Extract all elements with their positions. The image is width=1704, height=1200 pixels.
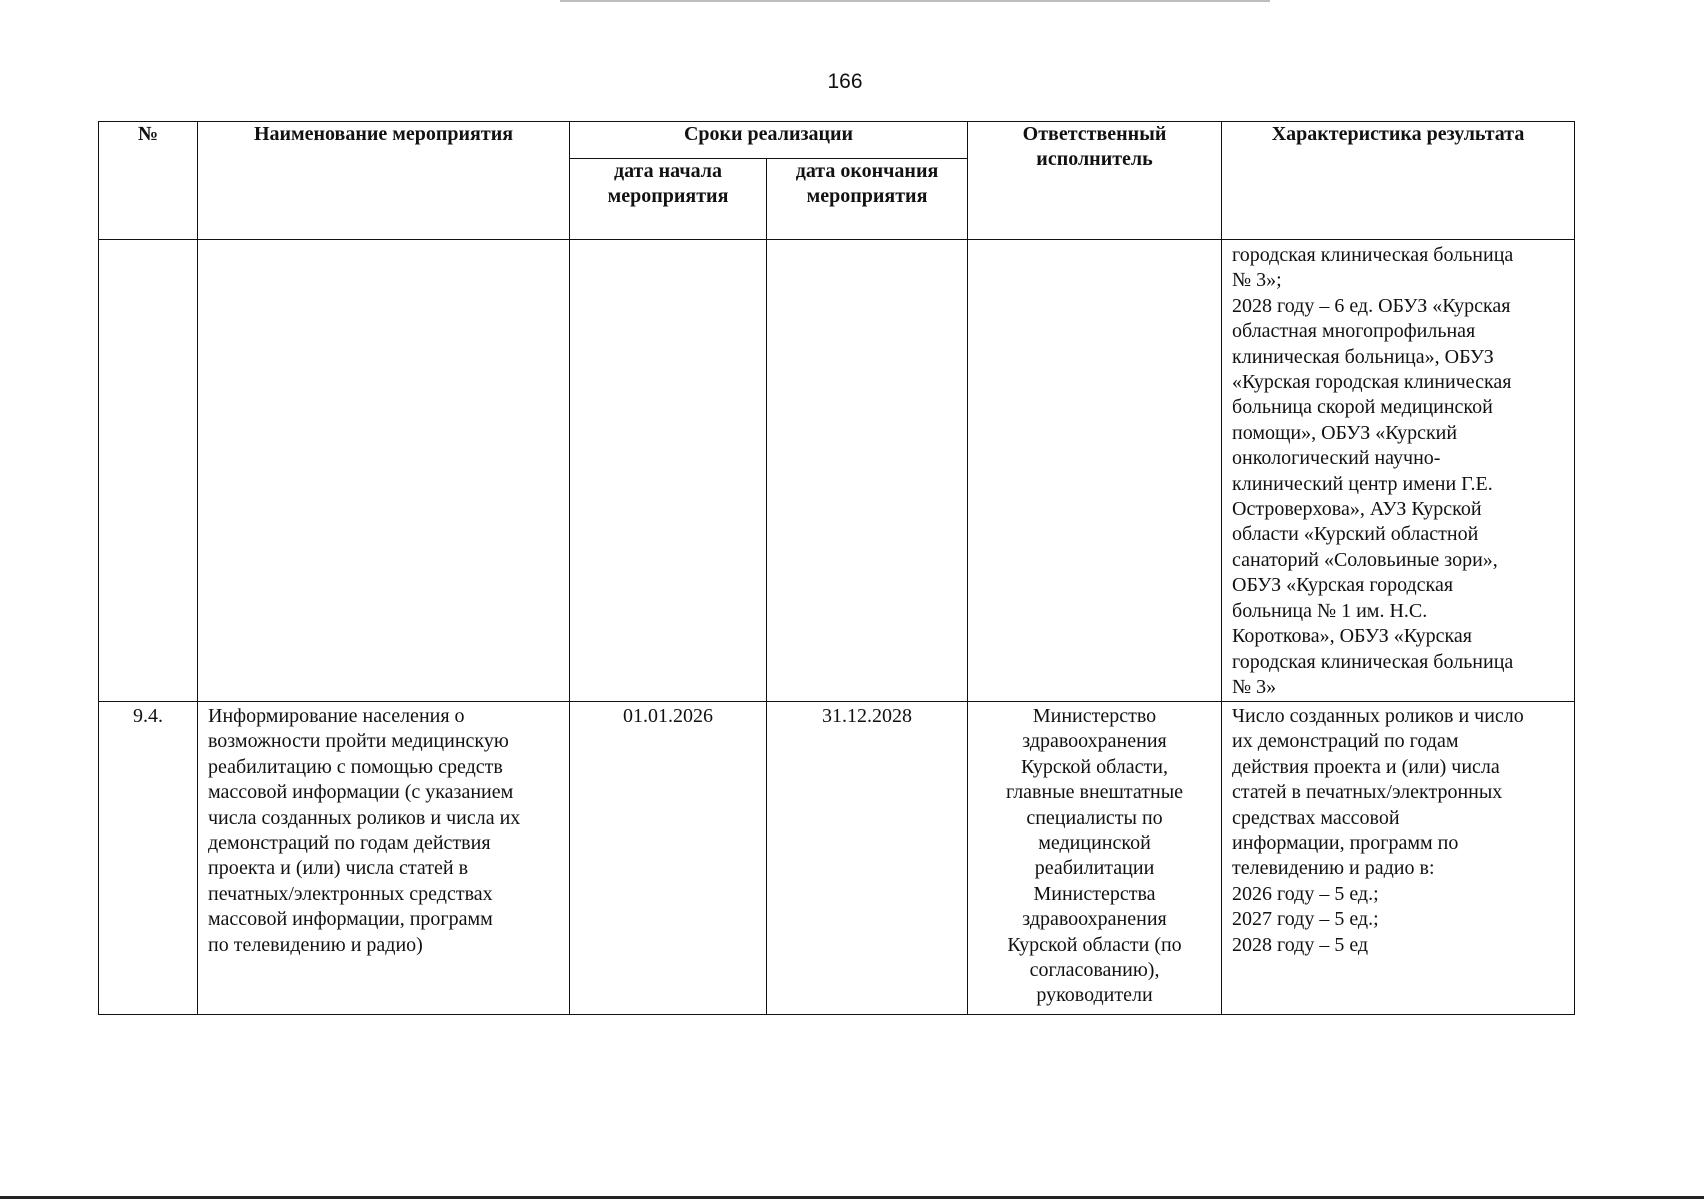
cell-result: городская клиническая больница № 3»; 2028 году – 6 ед. ОБУЗ «Курская областная многопрофильная клиническая больница», ОБУЗ «Курская городская клиническая больница скорой медицинской помощи», ОБУЗ «Курский онкологический научно- клинический центр имени Г.Е. Островерхова», АУЗ Курской области «Курский областной санаторий «Соловьиные зори», ОБУЗ «Курская городская больница № 1 им. Н.С. Короткова», ОБУЗ «Курская городская клиническая больница № 3»: [1222, 240, 1575, 702]
header-responsible: Ответственный исполнитель: [968, 122, 1222, 240]
cell-start-date: 01.01.2026: [570, 702, 767, 1015]
cell-end-date: [767, 240, 968, 702]
header-name: Наименование мероприятия: [198, 122, 570, 240]
header-end-date: дата окончания мероприятия: [767, 159, 968, 240]
table-row: [99, 240, 1575, 702]
cell-name: Информирование населения о возможности пройти медицинскую реабилитацию с помощью средств массовой информации (с указанием числа созданных роликов и числа их демонстраций по годам действия проекта и (или) числа статей в печатных/электронных средствах массовой информации, программ по телевидению и радио): [198, 702, 570, 1015]
activities-table: [98, 121, 1575, 1015]
header-terms: Сроки реализации: [570, 122, 968, 159]
table-row: [99, 702, 1575, 1015]
cell-start-date: [570, 240, 767, 702]
cell-responsible: [968, 240, 1222, 702]
header-result: Характеристика результата: [1222, 122, 1575, 240]
cell-number: [99, 240, 198, 702]
header-number: №: [99, 122, 198, 240]
page-number: 166: [827, 70, 863, 93]
cell-result: Число созданных роликов и число их демонстраций по годам действия проекта и (или) числа статей в печатных/электронных средствах массовой информации, программ по телевидению и радио в: 2026 году – 5 ед.; 2027 году – 5 ед.; 2028 году – 5 ед: [1222, 702, 1575, 1015]
cell-end-date: 31.12.2028: [767, 702, 968, 1015]
cell-name: [198, 240, 570, 702]
cell-number: 9.4.: [99, 702, 198, 1015]
scan-edge-line: [0, 1196, 1704, 1199]
cell-responsible: Министерство здравоохранения Курской области, главные внештатные специалисты по медицинской реабилитации Министерства здравоохранения Курской области (по согласованию), руководители: [968, 702, 1222, 1015]
header-row: [99, 122, 1575, 159]
scan-edge-line: [560, 0, 1270, 2]
header-start-date: дата начала мероприятия: [570, 159, 767, 240]
